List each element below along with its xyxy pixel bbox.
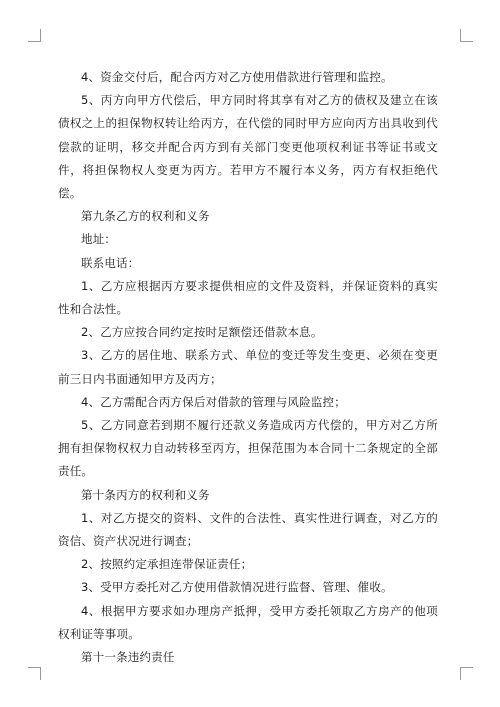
clause-8-item-4: 4、资金交付后，配合丙方对乙方使用借款进行管理和监控。 <box>81 70 393 84</box>
clause-9-item-1: 1、乙方应根据丙方要求提供相应的文件及资料，并保证资料的真实性和合法性。 <box>58 278 438 317</box>
clause-9-item-2: 2、乙方应按合同约定按时足额偿还借款本息。 <box>81 325 323 340</box>
crop-mark-bottom-left <box>28 667 41 680</box>
clause-9-item-3: 3、乙方的居住地、联系方式、单位的变迁等发生变更、必须在变更前三日内书面通知甲方及丙方； <box>58 348 438 386</box>
document-body <box>58 66 438 669</box>
clause-10-item-2: 2、按照约定承担连带保证责任； <box>81 557 253 572</box>
clause-9-item-5: 5、乙方同意若到期不履行还款义务造成丙方代偿的，甲方对乙方所拥有担保物权权力自动转移至丙方，担保范围为本合同十二条规定的全部责任。 <box>58 418 438 479</box>
clause-9-heading: 第九条乙方的权利和义务 <box>81 209 210 224</box>
crop-mark-bottom-right <box>460 667 473 680</box>
clause-9-item-4: 4、乙方需配合丙方保后对借款的管理与风险监控； <box>81 394 346 409</box>
clause-10-heading: 第十条丙方的权利和义务 <box>81 487 210 502</box>
address-label: 地址： <box>81 232 117 247</box>
crop-mark-top-right <box>460 29 473 42</box>
phone-label: 联系电话： <box>81 255 140 270</box>
clause-10-item-4: 4、根据甲方要求如办理房产抵押，受甲方委托领取乙方房产的他项权利证等事项。 <box>58 603 438 641</box>
crop-mark-top-left <box>28 29 41 42</box>
clause-11-heading: 第十一条违约责任 <box>81 650 175 665</box>
clause-10-item-1: 1、对乙方提交的资料、文件的合法性、真实性进行调查，对乙方的资信、资产状况进行调查； <box>58 510 438 549</box>
clause-8-item-5: 5、丙方向甲方代偿后，甲方同时将其享有对乙方的债权及建立在该债权之上的担保物权转让给丙方，在代偿的同时甲方应向丙方出具收到代偿款的证明，移交并配合丙方到有关部门变更他项权利证书等证书或文件，将担保物权人变更为丙方。若甲方不履行本义务，丙方有权拒绝代偿。 <box>58 93 438 201</box>
clause-10-item-3: 3、受甲方委托对乙方使用借款情况进行监督、管理、催收。 <box>81 580 393 595</box>
